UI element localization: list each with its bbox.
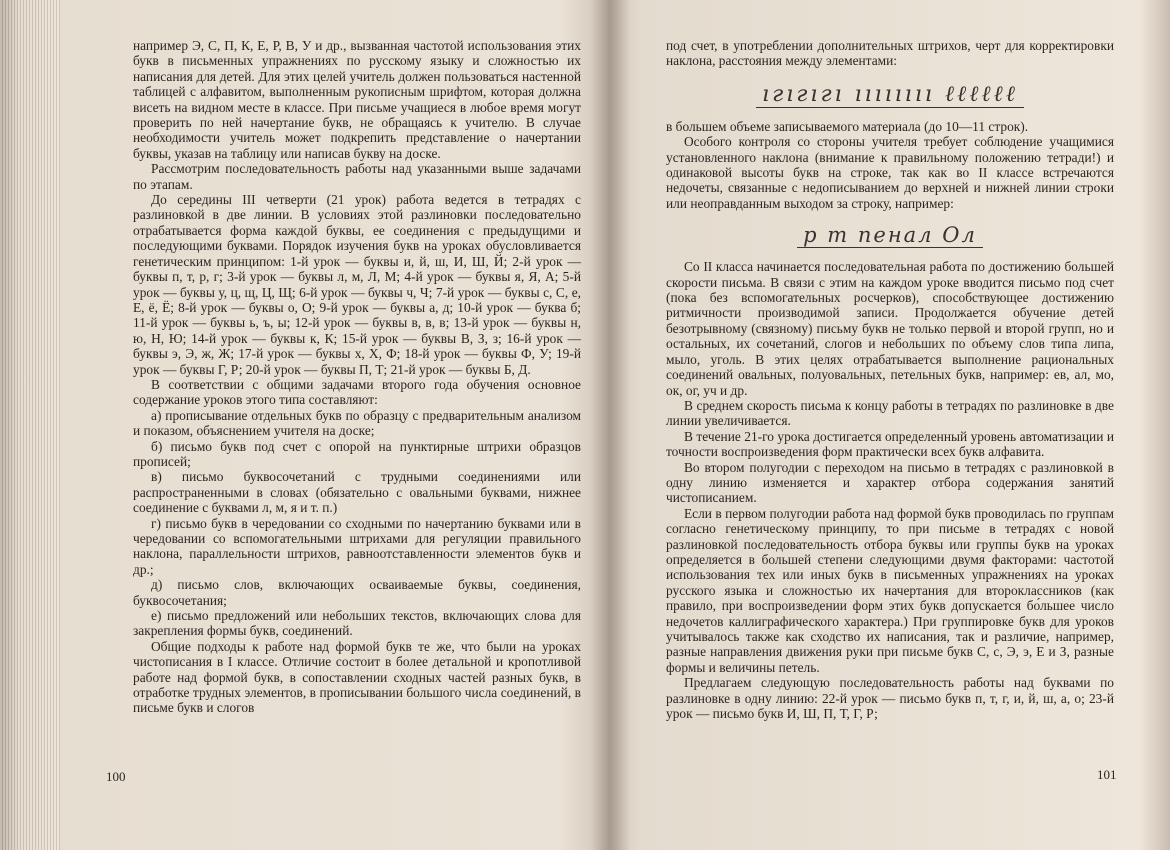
paragraph: Во втором полугодии с переходом на письмо в тетрадях с разлиновкой в одну линию изменяется и характер отбора содержания занятий чистописанием. xyxy=(666,459,1114,506)
paragraph: Со II класса начинается последовательная работа по достижению большей скорости письма. В связи с этим на каждом уроке вводится письмо под счет (пока без вспомогательных росчерков), способствующее достижению ритмичности производимой записи. Продолжается обучение детей безотрывному (связному) письму букв не только первой и второй групп, но и остальных, их сочетаний, слогов и небольших по объему слов типа липа, мыло, уголь. В этих целях отрабатывается выполнение рациональных соединений овальных, полуовальных, петельных букв, например: ев, ал, мо, ок, ог, уч и др. xyxy=(666,259,1114,398)
list-item: а) прописывание отдельных букв по образцу с предварительным анализом и показом, объяснением учителя на доске; xyxy=(133,407,581,439)
paragraph: Общие подходы к работе над формой букв те же, что были на уроках чистописания в I классе. Отличие состоит в более детальной и кропотливой работе над формой букв, в сопоставлении сходных частей разных букв, в отработке трудных элементов, в прописывании большого числа соединений, в письме букв и слогов xyxy=(133,638,581,716)
handwriting-text: р т пенал Ол xyxy=(797,223,983,248)
handwriting-sample xyxy=(666,81,1114,107)
page-edges xyxy=(0,0,60,850)
paragraph: например Э, С, П, К, Е, Р, В, У и др., вызванная частотой использования этих букв в письменных упражнениях по русскому языку и сложностью их написания для детей. Для этих целей учитель должен пользоваться настенной таблицей с алфавитом, выполненным рукописным шрифтом, которая должна висеть на видном месте в классе. При письме учащиеся в любое время могут проверить по ней начертание букв, не обращаясь к учителю. В случае необходимости учитель может подкрепить представление о начертании буквы, указав на таблицу или написав букву на доске. xyxy=(133,38,581,161)
paragraph: В соответствии с общими задачами второго года обучения основное содержание уроков этого типа составляют: xyxy=(133,376,581,408)
handwriting-text: ıгıгıгı ıııııııı ℓℓℓℓℓℓ xyxy=(756,82,1024,108)
paragraph: в большем объеме записываемого материала (до 10—11 строк). xyxy=(666,118,1029,134)
list-item: д) письмо слов, включающих осваиваемые буквы, соединения, буквосочетания; xyxy=(133,577,581,608)
paragraph: Особого контроля со стороны учителя требует соблюдение учащимися установленного наклона (внимание к правильному положению тетради!) и одинаковой высоты букв на строке, так как во II классе встречаются недочеты, связанные с недописыванием до верхней и нижней линии строки или неоправданным выходом за строку, например: xyxy=(666,134,1114,211)
right-page xyxy=(666,38,1114,721)
paragraph: под счет, в употреблении дополнительных штрихов, черт для корректировки наклона, расстояния между элементами: xyxy=(666,38,1114,69)
list-item: е) письмо предложений или небольших текстов, включающих слова для закрепления формы букв, соединений. xyxy=(133,608,581,639)
paragraph: В среднем скорость письма к концу работы в тетрадях по разлиновке в две линии увеличивается. xyxy=(666,397,1114,429)
book-gutter xyxy=(590,0,630,850)
handwriting-sample xyxy=(666,223,1114,247)
paragraph: До середины III четверти (21 урок) работа ведется в тетрадях с разлиновкой в две линии. В условиях этой разлиновки последовательно отрабатывается форма каждой буквы, ее соединения с предыдущими и последующими буквами. Порядок изучения букв на уроках обусловливается генетическим принципом: 1-й урок — буквы и, й, ш, И, Ш, Й; 2-й урок — буквы п, т, р, г; 3-й урок — буквы л, м, Л, М; 4-й урок — буквы я, Я, А; 5-й урок — буквы у, ц, щ, Ц, Щ; 6-й урок — буквы ч, Ч; 7-й урок — буквы с, С, е, Е, ё, Ё; 8-й урок — буквы о, О; 9-й урок — буквы а, д; 10-й урок — буква б; 11-й урок — буквы ь, ъ, ы; 12-й урок — буквы в, в, в; 13-й урок — буквы н, ю, Н, Ю; 14-й урок — буквы к, К; 15-й урок — буквы В, З, з; 16-й урок — буквы э, Э, ж, Ж; 17-й урок — буквы х, Х, Ф; 18-й урок — буквы Ф, У; 19-й урок — буквы Г, Р; 20-й урок — буквы П, Т; 21-й урок — буквы Б, Д. xyxy=(133,192,581,377)
list-item: в) письмо буквосочетаний с трудными соединениями или распространенными в словах (обязательно с овальными буквами, нижнее соединение с буквами л, м, я и т. п.) xyxy=(133,469,581,516)
page-number-left: 100 xyxy=(106,769,126,784)
paragraph: Если в первом полугодии работа над формой букв проводилась по группам согласно генетическому принципу, то при письме в тетрадях с новой разлиновкой последовательность отбора буквы или группы букв на уроках определяется в большей степени следующими двумя факторами: частотой использования тех или иных букв в письменных упражнениях на уроках русского языка и сложностью их начертания для второклассников (как правило, при воспроизведении форм этих букв допускается бо́льшее число недочетов каллиграфического характера.) При группировке букв для уроков учитывалось также как сходство их написания, так и различие, например, разные направления движения руки при письме букв С, с, Э, э, Е и З, разные формы и величины петель. xyxy=(666,505,1114,675)
left-page xyxy=(133,38,581,716)
page-number-right: 101 xyxy=(1097,767,1117,782)
paragraph: Предлагаем следующую последовательность работы над буквами по разлиновке в одну линию: 22-й урок — письмо букв п, т, г, и, й, ш, а, о; 23-й урок — письмо букв И, Ш, П, Т, Г, Р; xyxy=(666,675,1114,722)
paragraph: Рассмотрим последовательность работы над указанными выше задачами по этапам. xyxy=(133,161,581,192)
paragraph: В течение 21-го урока достигается определенный уровень автоматизации и точности воспроизведения форм практически всех букв алфавита. xyxy=(666,428,1114,460)
list-item: б) письмо букв под счет с опорой на пунктирные штрихи образцов прописей; xyxy=(133,438,581,469)
list-item: г) письмо букв в чередовании со сходными по начертанию буквами или в чередовании со вспомогательными штрихами для регуляции правильного наклона, параллельности штрихов, равноотставленности элементов букв и др.; xyxy=(133,515,581,577)
